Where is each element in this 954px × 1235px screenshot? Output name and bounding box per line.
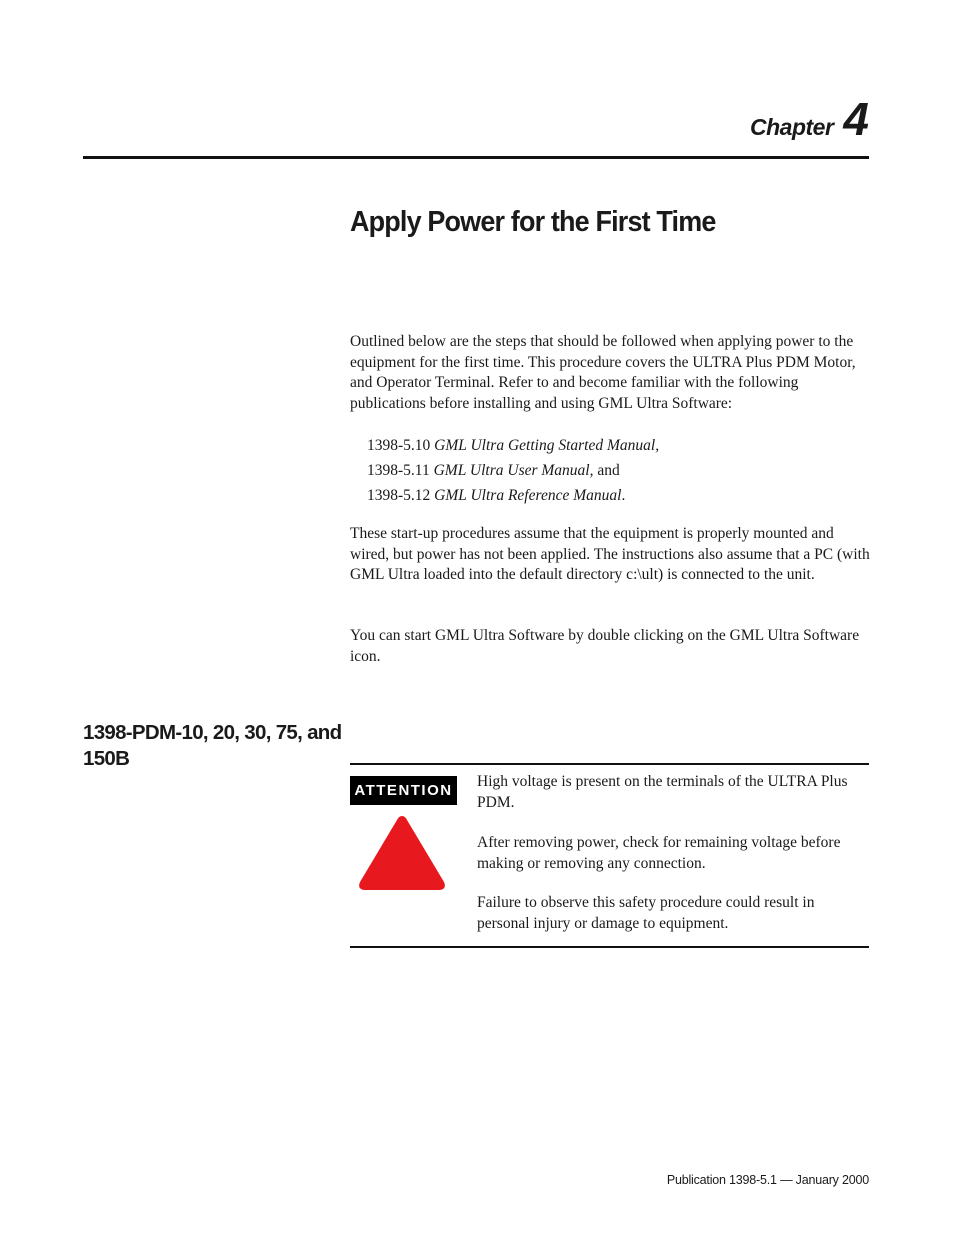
start-software-paragraph: You can start GML Ultra Software by double clicking on the GML Ultra Software icon. bbox=[350, 627, 860, 665]
intro-paragraph: Outlined below are the steps that should be followed when applying power to the equipment for the first time. This procedure covers the ULTRA Plus PDM Motor, and Operator Terminal. Refer to and become familiar with the following publications before installing and using GML Ultra Software: bbox=[350, 333, 856, 412]
publication-number: 1398-5.11 bbox=[367, 462, 430, 479]
chapter-label: Chapter bbox=[750, 114, 834, 140]
list-item bbox=[367, 483, 659, 508]
publication-list bbox=[367, 433, 659, 508]
publication-title: GML Ultra Reference Manual bbox=[434, 487, 622, 504]
attention-bottom-rule bbox=[350, 946, 869, 948]
attention-badge: ATTENTION bbox=[350, 776, 457, 805]
section-heading: 1398-PDM-10, 20, 30, 75, and 150B bbox=[83, 721, 342, 770]
publication-number: 1398-5.12 bbox=[367, 487, 431, 504]
page-title: Apply Power for the First Time bbox=[350, 206, 716, 238]
chapter-number: 4 bbox=[843, 93, 869, 145]
attention-top-rule bbox=[350, 763, 869, 765]
attention-line-failure: Failure to observe this safety procedure could result in personal injury or damage to equipment. bbox=[477, 894, 815, 932]
assumptions-paragraph: These start-up procedures assume that the equipment is properly mounted and wired, but power has not been applied. The instructions also assume that a PC (with GML Ultra loaded into the default directory c:\ult) is connected to the unit. bbox=[350, 525, 870, 583]
publication-title: GML Ultra User Manual bbox=[433, 462, 590, 479]
header-rule bbox=[83, 156, 869, 159]
attention-line-voltage: High voltage is present on the terminals of the ULTRA Plus PDM. bbox=[477, 773, 848, 811]
list-item bbox=[367, 433, 659, 458]
publication-number: 1398-5.10 bbox=[367, 437, 431, 454]
footer-publication: Publication 1398-5.1 — January 2000 bbox=[666, 1173, 869, 1187]
publication-suffix: , and bbox=[589, 462, 620, 479]
chapter-header bbox=[750, 93, 869, 145]
list-item bbox=[367, 458, 659, 483]
attention-line-check: After removing power, check for remaining voltage before making or removing any connection. bbox=[477, 834, 841, 872]
publication-suffix: . bbox=[621, 487, 626, 504]
warning-triangle-icon bbox=[356, 812, 448, 892]
publication-title: GML Ultra Getting Started Manual, bbox=[434, 437, 660, 454]
